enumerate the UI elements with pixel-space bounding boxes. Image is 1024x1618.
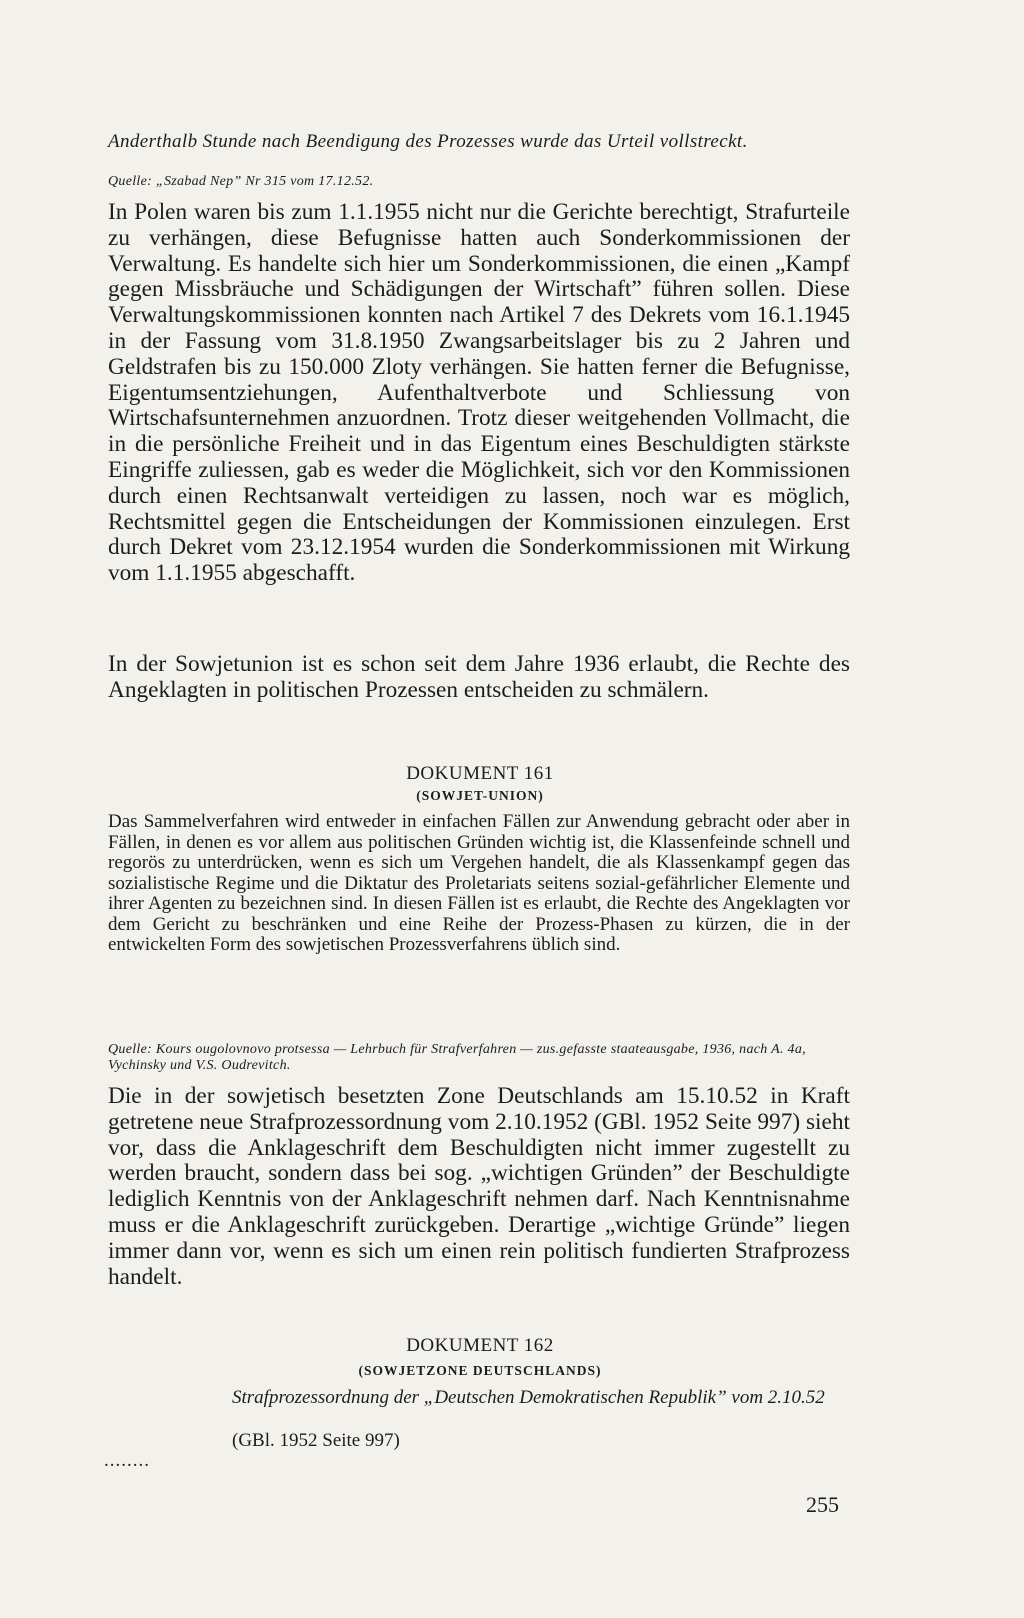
intro-quote: Anderthalb Stunde nach Beendigung des Prozesses wurde das Urteil vollstreckt. bbox=[108, 131, 748, 152]
document-162-subheading: (SOWJETZONE DEUTSCHLANDS) bbox=[358, 1363, 602, 1378]
document-161-text: Das Sammelverfahren wird entweder in einfachen Fällen zur Anwendung gebracht oder aber in Fällen, in denen es vor allem aus politischen Gründen wichtig ist, die Klassenfeinde schnell und regorös zu unterdrücken, wenn es sich um Vergehen handelt, die als Klassenkampf gegen das sozialistische Regime und die Diktatur des Proletariats seitens sozial-gefährlicher Elemente und ihrer Agenten zu bezeichnen sind. In diesen Fällen ist es erlaubt, die Rechte des Angeklagten vor dem Gericht zu beschränken und eine Reihe der Prozess-Phasen zu kürzen, die in der entwickelten Form des sowjetischen Prozessverfahrens üblich sind. bbox=[108, 811, 850, 955]
document-161-subheading: (SOWJET-UNION) bbox=[416, 788, 544, 803]
document-162-reference: (GBl. 1952 Seite 997) bbox=[232, 1430, 400, 1451]
document-161-source: Quelle: Kours ougolovnovo protsessa — Lehrbuch für Strafverfahren — zus.gefasste staateausgabe, 1936, nach A. 4a, Vychinsky und V.S. Oudrevitch. bbox=[108, 1042, 806, 1073]
page-number: 255 bbox=[806, 1492, 839, 1517]
paragraph-poland: In Polen waren bis zum 1.1.1955 nicht nur die Gerichte berechtigt, Strafurteile zu verhängen, diese Befugnisse hatten auch Sonderkommissionen der Verwaltung. Es handelte sich hier um Sonderkommissionen, die einen „Kampf gegen Missbräuche und Schädigungen der Wirtschaft” führen sollen. Diese Verwaltungskommissionen konnten nach Artikel 7 des Dekrets vom 16.1.1945 in der Fassung vom 31.8.1950 Zwangsarbeitslager bis zu 2 Jahren und Geldstrafen bis zu 150.000 Zloty verhängen. Sie hatten ferner die Befugnisse, Eigentumsentziehungen, Aufenthaltverbote und Schliessung von Wirtschafsunternehmen anzuordnen. Trotz dieser weitgehenden Vollmacht, die in die persönliche Freiheit und in das Eigentum eines Beschuldigten stärkste Eingriffe zuliessen, gab es weder die Möglichkeit, sich vor den Kommissionen durch einen Rechtsanwalt verteidigen zu lassen, noch war es möglich, Rechtsmittel gegen die Entscheidungen der Kommissionen einzulegen. Erst durch Dekret vom 23.12.1954 wurden die Sonderkommissionen mit Wirkung vom 1.1.1955 abgeschafft. bbox=[108, 199, 850, 587]
ellipsis-dots: ........ bbox=[104, 1450, 150, 1471]
intro-quote-source: Quelle: „Szabad Nep” Nr 315 vom 17.12.52. bbox=[108, 174, 374, 189]
paragraph-soviet-union: In der Sowjetunion ist es schon seit dem Jahre 1936 erlaubt, die Rechte des Angeklagten in politischen Prozessen entscheiden zu schmälern. bbox=[108, 651, 850, 703]
document-162-title: Strafprozessordnung der „Deutschen Demokratischen Republik” vom 2.10.52 bbox=[232, 1387, 825, 1408]
paragraph-soviet-zone: Die in der sowjetisch besetzten Zone Deutschlands am 15.10.52 in Kraft getretene neue Strafprozessordnung vom 2.10.1952 (GBl. 1952 Seite 997) sieht vor, dass die Anklageschrift dem Beschuldigten nicht immer zugestellt zu werden braucht, sondern dass bei sog. „wichtigen Gründen” der Beschuldigte lediglich Kenntnis von der Anklageschrift nehmen darf. Nach Kenntnisnahme muss er die Anklageschrift zurückgeben. Derartige „wichtige Gründe” liegen immer dann vor, wenn es sich um einen rein politisch fundierten Strafprozess handelt. bbox=[108, 1083, 850, 1290]
document-161-heading: DOKUMENT 161 bbox=[406, 763, 554, 784]
document-162-heading: DOKUMENT 162 bbox=[406, 1335, 554, 1356]
